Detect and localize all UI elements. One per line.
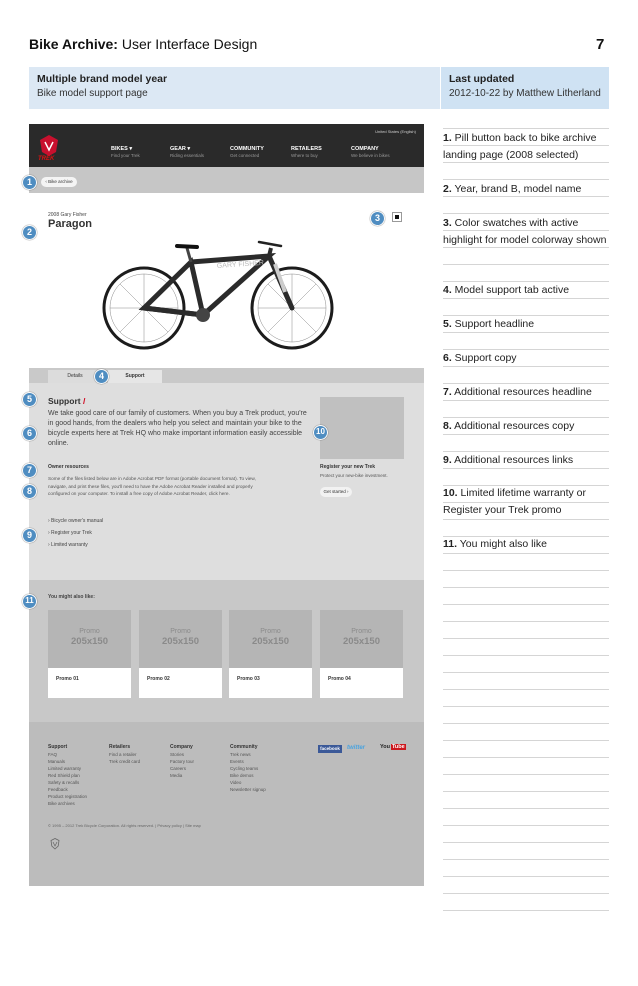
ruled-line [443,417,609,418]
callout-3: 3 [370,211,385,226]
also-like-headline: You might also like: [48,594,95,600]
footer-link[interactable]: Media [170,773,183,778]
ruled-line [443,553,609,554]
get-started-button[interactable]: Get started › [320,487,352,497]
youtube-icon[interactable]: You Tube [380,744,405,750]
ruled-line [443,825,609,826]
ruled-line [443,196,609,197]
note-2: 2. Year, brand B, model name [443,183,582,195]
ruled-line [443,145,609,146]
ruled-line [443,349,609,350]
footer-link[interactable]: Find a retailer [109,752,137,757]
last-updated-value: 2012-10-22 by Matthew Litherland [449,88,601,99]
ruled-line [443,706,609,707]
ruled-line [443,162,609,163]
register-promo-image [320,397,404,459]
note-10: 10. Limited lifetime warranty or Register your Trek promo [443,487,586,516]
footer-link[interactable]: FAQ [48,752,58,757]
ruled-line [443,808,609,809]
breadcrumb-bar [29,167,424,193]
footer-link[interactable]: Bike archives [48,801,75,806]
ruled-line [443,536,609,537]
nav-company[interactable]: COMPANY We believe in bikes [351,146,390,158]
footer-link[interactable]: Product registration [48,794,88,799]
support-copy: We take good care of our family of customers. When you buy a Trek product, you're in good hands, from the dealers who help you select and maintain your bike to the bicycle experts here at Trek HQ who make important information easily accessible online. [48,410,307,447]
ruled-line [443,757,609,758]
note-3: 3. Color swatches with active highlight for model colorway shown [443,217,607,246]
promo-card[interactable]: Promo 205x150 Promo 03 [229,610,312,698]
ruled-line [443,213,609,214]
nav-community[interactable]: COMMUNITY Get connected [230,146,264,158]
tab-support[interactable]: Support [108,370,162,383]
ruled-line [443,604,609,605]
callout-4: 4 [94,369,109,384]
top-navigation [29,124,424,167]
brand-wordmark: TREK [38,156,55,162]
callout-11: 11 [22,594,37,609]
note-6: 6. Support copy [443,352,517,364]
ruled-line [443,859,609,860]
ruled-line [443,451,609,452]
callout-7: 7 [22,463,37,478]
link-owners-manual[interactable]: › Bicycle owner's manual [48,518,104,524]
band-title: Multiple brand model year [37,73,168,85]
callout-10: 10 [313,425,328,440]
note-5: 5. Support headline [443,318,535,330]
callout-5: 5 [22,392,37,407]
register-subtitle: Protect your new-bike investment. [320,473,388,478]
info-band-right [441,67,609,109]
band-subtitle: Bike model support page [37,88,148,99]
footer-link[interactable]: Manuals [48,759,66,764]
callout-1: 1 [22,175,37,190]
footer-link[interactable]: Feedback [48,787,68,792]
ruled-line [443,655,609,656]
page-number: 7 [596,36,605,53]
footer-link[interactable]: Careers [170,766,187,771]
promo-card[interactable]: Promo 205x150 Promo 02 [139,610,222,698]
footer-link[interactable]: Trek credit card [109,759,141,764]
callout-2: 2 [22,225,37,240]
ruled-line [443,264,609,265]
footer-link[interactable]: Red Shield plan [48,773,80,778]
ruled-line [443,723,609,724]
footer-company-column: Company Stories Factory tour Careers Media [170,744,195,778]
ruled-line [443,247,609,248]
copyright-text: © 1995 – 2012 Trek Bicycle Corporation. All rights reserved. | Privacy policy | Site map [48,823,201,828]
ruled-line [443,672,609,673]
info-band-left [29,67,440,109]
ruled-line [443,400,609,401]
bike-image [99,220,339,360]
ruled-line [443,876,609,877]
ruled-line [443,638,609,639]
nav-retailers[interactable]: RETAILERS Where to buy [291,146,322,158]
document-title: Bike Archive: User Interface Design [29,36,258,52]
ruled-line [443,315,609,316]
note-11: 11. You might also like [443,538,547,550]
nav-gear[interactable]: GEAR ▾ Riding essentials [170,146,205,158]
note-4: 4. Model support tab active [443,284,570,296]
callout-9: 9 [22,528,37,543]
ruled-line [443,689,609,690]
footer-link[interactable]: Video [230,780,242,785]
color-swatch[interactable] [392,212,402,222]
promo-card[interactable]: Promo 205x150 Promo 04 [320,610,403,698]
last-updated-label: Last updated [449,73,515,85]
ruled-line [443,332,609,333]
ruled-line [443,468,609,469]
footer-link[interactable]: Safety & recalls [48,780,80,785]
ruled-line [443,774,609,775]
footer-link[interactable]: Bike demos [230,773,254,778]
ruled-line [443,740,609,741]
footer-link[interactable]: Cycling teams [230,766,259,771]
link-limited-warranty[interactable]: › Limited warranty [48,542,88,548]
footer-retailers-column: Retailers Find a retailer Trek credit card [109,744,141,764]
ruled-line [443,502,609,503]
country-selector[interactable]: United States (English) [375,129,416,134]
ruled-line [443,128,609,129]
footer-community-column: Community Trek news Events Cycling teams Bike demos Video Newsletter signup [230,744,266,792]
ruled-line [443,587,609,588]
trek-shield-icon [50,838,60,850]
ruled-line [443,366,609,367]
promo-card[interactable]: Promo 205x150 Promo 01 [48,610,131,698]
footer-link[interactable]: Newsletter signup [230,787,266,792]
model-name: Paragon [48,218,93,230]
svg-text:GARY FISHER: GARY FISHER [216,259,265,270]
facebook-icon[interactable]: facebook [318,745,342,753]
footer-link[interactable]: Trek news [230,752,251,757]
nav-bikes[interactable]: BIKES ▾ Find your Trek [111,146,140,158]
ruled-line [443,281,609,282]
ruled-line [443,179,609,180]
ruled-line [443,893,609,894]
model-year: 2008 Gary Fisher [48,212,87,218]
resources-copy: Some of the files listed below are in Adobe Acrobat PDF format (portable document format). To view, navigate, and print these files, you'll need to have the Adobe Acrobat Reader installed and properly configured on your computer. To install a free copy of Adobe Acrobat Reader, click here. [48,476,256,496]
footer-link[interactable]: Stories [170,752,185,757]
tab-details[interactable]: Details [48,370,102,383]
ruled-line [443,621,609,622]
wireframe-mockup [29,124,424,886]
ruled-line [443,485,609,486]
note-9: 9. Additional resources links [443,454,574,466]
note-7: 7. Additional resources headline [443,386,592,398]
ruled-line [443,570,609,571]
footer-link[interactable]: Factory tour [170,759,195,764]
ruled-line [443,434,609,435]
ruled-line [443,298,609,299]
ruled-line [443,910,609,911]
link-register-trek[interactable]: › Register your Trek [48,530,92,536]
footer-support-column: Support FAQ Manuals Limited warranty Red Shield plan Safety & recalls Feedback Product registration Bike archives [48,744,88,806]
support-headline: Support / [48,396,86,406]
twitter-icon[interactable]: twitter [347,745,365,751]
ruled-line [443,230,609,231]
note-1: 1. Pill button back to bike archive landing page (2008 selected) [443,132,597,161]
note-8: 8. Additional resources copy [443,420,575,432]
bike-archive-pill-button[interactable]: ‹ Bike archive [41,177,77,187]
footer-link[interactable]: Events [230,759,244,764]
callout-8: 8 [22,484,37,499]
ruled-line [443,791,609,792]
footer-link[interactable]: Limited warranty [48,766,82,771]
ruled-line [443,383,609,384]
resources-headline: Owner resources [48,464,89,470]
ruled-line [443,842,609,843]
ruled-line [443,519,609,520]
callout-6: 6 [22,426,37,441]
register-headline: Register your new Trek [320,464,376,470]
